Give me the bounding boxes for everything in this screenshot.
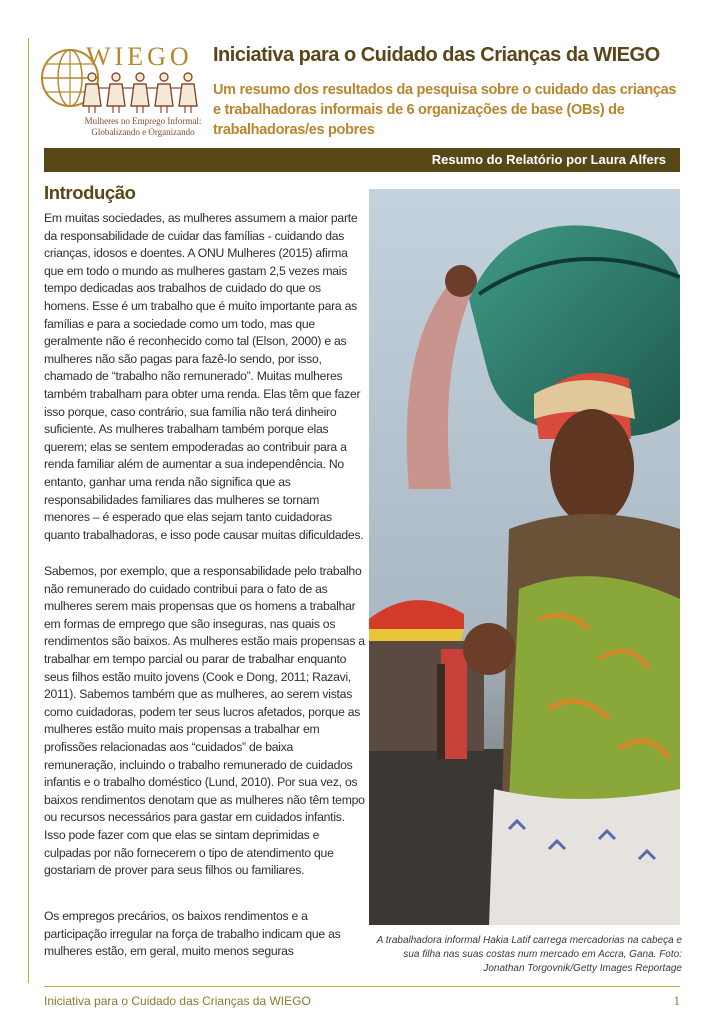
logo-wordmark: WIEGO — [86, 42, 193, 71]
photo-caption: A trabalhadora informal Hakia Latif carrega mercadorias na cabeça e sua filha nas suas costas num mercado em Accra, Gana. Foto: Jonathan Torgovnik/Getty Images Reportage — [376, 935, 682, 974]
page-subtitle: Um resumo dos resultados da pesquisa sobre o cuidado das crianças e trabalhadoras informais de 6 organizações de base (OBs) de trabalhadoras/es pobres — [213, 82, 677, 138]
logo-tagline: Mulheres no Emprego Informal: Globalizando e Organizando — [84, 116, 202, 137]
footer-rule — [44, 986, 680, 987]
page-number: 1 — [673, 993, 680, 1008]
market-woman-photo — [369, 189, 680, 925]
intro-paragraph-1: Em muitas sociedades, as mulheres assumem a maior parte da responsabilidade de cuidar das famílias - cuidando das crianças, idosos e doentes. A ONU Mulheres (2015) afirma que em todo o mundo as mulheres gastam 2,5 vezes mais tempo dedicadas aos trabalhos de cuidado do que os homens. Esse é um trabalho que é muito importante para as famílias e para a sociedade como um todo, mas que geralmente não é reconhecido como tal (Elson, 2000) e as mulheres não são pagas para fazê-lo sendo, por isso, chamado de “trabalho não remunerado”. Muitas mulheres também trabalham para obter uma renda. Elas têm que fazer isso porque, caso contrário, sua família não terá dinheiro suficiente. As mulheres trabalham também porque elas querem; elas se sentem empoderadas ao contribuir para a renda familiar além de aumentar a sua independência. No entanto, ganhar uma renda não significa que as responsabilidades familiares das mulheres se tornam menores – é esperado que elas sejam tanto cuidadoras quanto trabalhadoras, e isso pode causar muitas dificuldades. — [44, 211, 364, 542]
intro-paragraph-2: Sabemos, por exemplo, que a responsabilidade pelo trabalho não remunerado do cuidado contribui para o fato de as mulheres serem mais propensas que os homens a trabalhar em formas de emprego que são inseguras, nas quais os rendimentos são baixos. As mulheres estão mais propensas a trabalhar em tempo parcial ou parar de trabalhar enquanto seus filhos estão muito jovens (Cook e Dong, 2011; Razavi, 2011). Sabemos também que as mulheres, ao serem vistas como cuidadoras, podem ter seus lucros afetados, porque as mulheres estão muito mais propensas a trabalhar em profissões relacionadas aos “cuidados” de baixa remuneração, incluindo o trabalho remunerado de cuidados infantis e o trabalho doméstico (Lund, 2010). Por sua vez, os baixos rendimentos denotam que as mulheres não têm tempo ou recursos necessários para gastar em cuidados infantis. Isso pode fazer com que elas se sintam deprimidas e culpadas por não fornecerem o tipo de atendimento que gostariam de prover para seus filhos ou familiares. — [44, 564, 365, 878]
page-title: Iniciativa para o Cuidado das Crianças da WIEGO — [213, 44, 660, 66]
intro-paragraph-3: Os empregos precários, os baixos rendimentos e a participação irregular na força de trabalho indicam que as mulheres estão, em geral, muito menos seguras — [44, 909, 341, 959]
left-margin-rule — [28, 38, 29, 983]
author-bar — [44, 148, 680, 172]
section-heading: Introdução — [44, 182, 136, 203]
footer-title: Iniciativa para o Cuidado das Crianças da WIEGO — [44, 994, 311, 1008]
wiego-logo — [40, 42, 206, 142]
photo-illustration — [369, 189, 680, 925]
women-figures-icon — [82, 72, 202, 114]
author-credit: Resumo do Relatório por Laura Alfers — [431, 152, 666, 167]
